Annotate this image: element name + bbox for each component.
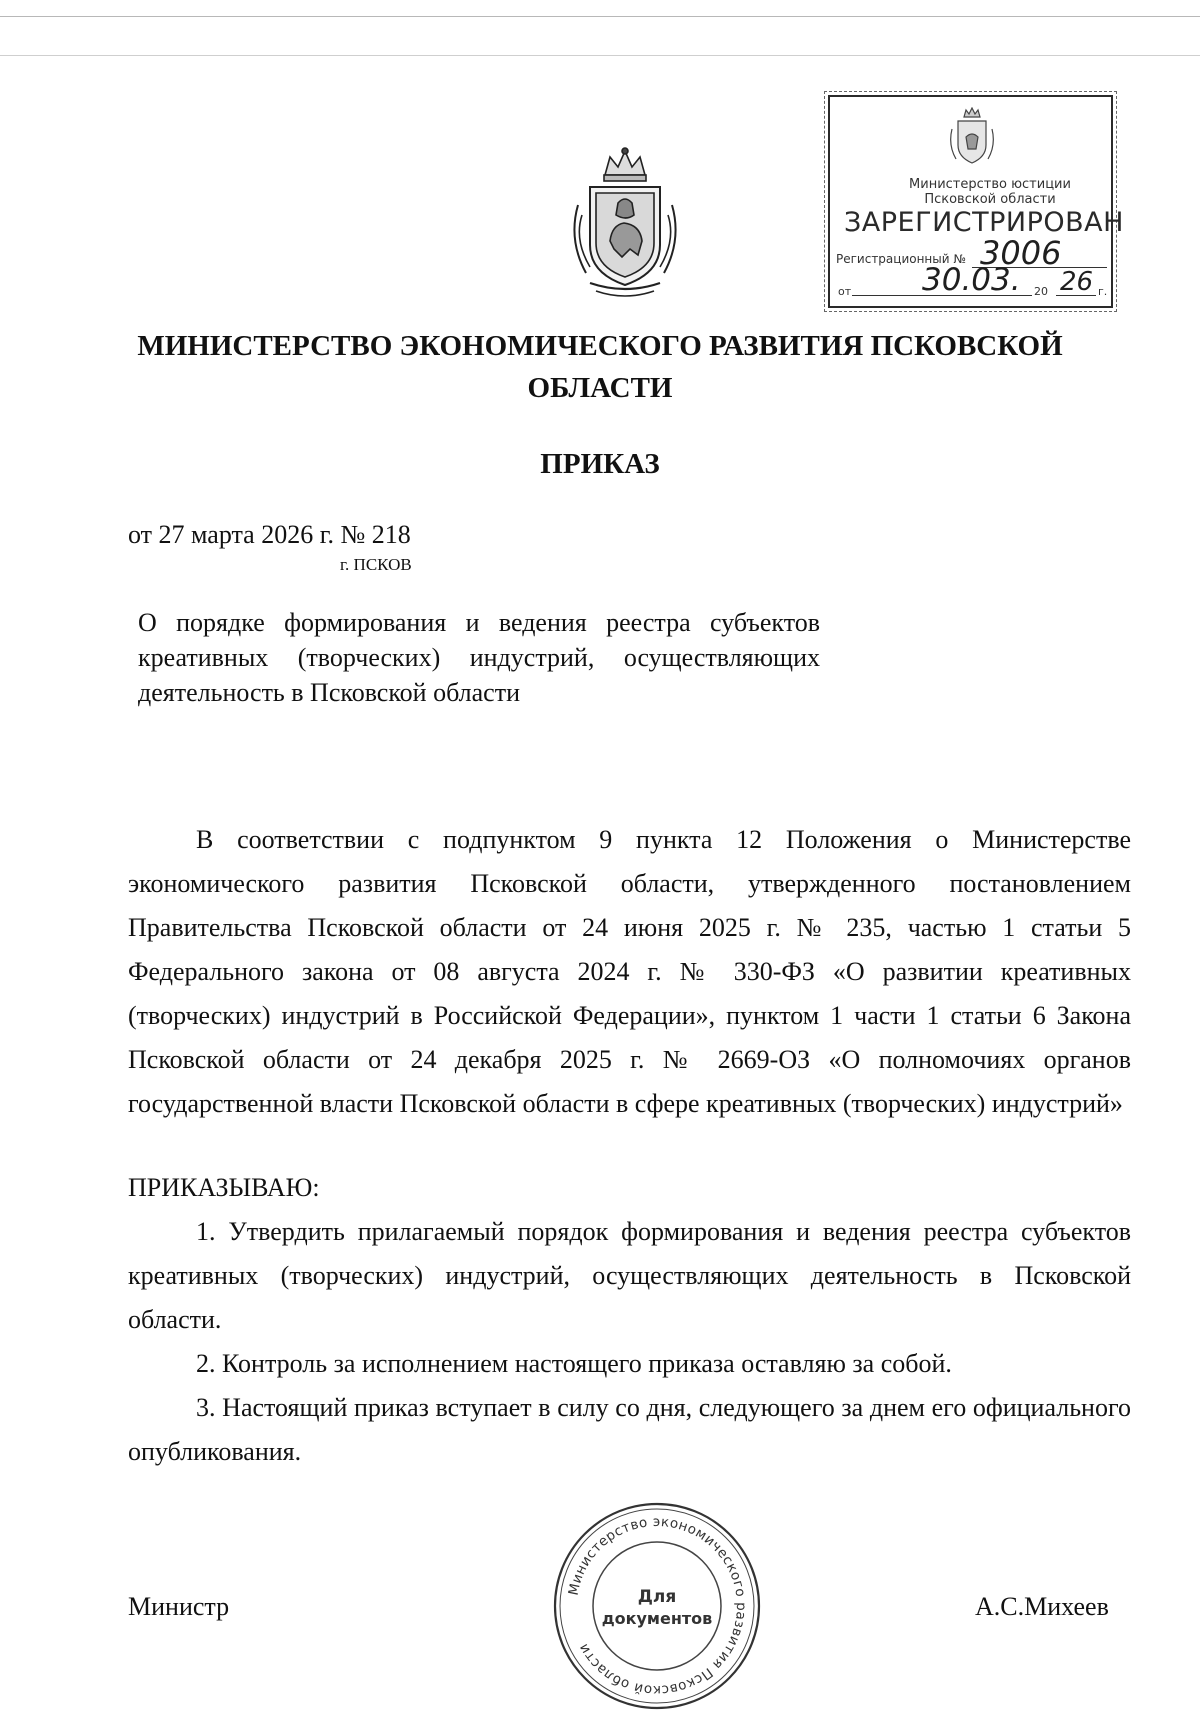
coat-of-arms-icon — [560, 145, 690, 300]
seal-center-line-1: Для — [637, 1587, 677, 1607]
signer-title: Министр — [128, 1592, 230, 1621]
stamp-date-prefix: от — [838, 285, 852, 298]
official-seal — [551, 1500, 763, 1712]
stamp-number-label: Регистрационный № — [836, 252, 966, 266]
order-date-number: от 27 марта 2026 г. № 218 — [128, 520, 411, 549]
stamp-year-suffix: г. — [1098, 285, 1108, 298]
order-item-3: 3. Настоящий приказ вступает в силу со дня, следующего за днем его официального опубликования. — [128, 1393, 1131, 1466]
stamp-ministry-name: Министерство юстиции Псковской области — [909, 177, 1071, 207]
order-city: г. ПСКОВ — [340, 555, 412, 574]
document-type-heading: ПРИКАЗ — [540, 448, 660, 480]
scan-edge-line — [0, 55, 1200, 56]
stamp-number-value: 3006 — [980, 234, 1062, 272]
ministry-title: МИНИСТЕРСТВО ЭКОНОМИЧЕСКОГО РАЗВИТИЯ ПСКОВСКОЙ ОБЛАСТИ — [137, 330, 1063, 404]
seal-ring-text: Министерство экономического развития Псковской области — [565, 1513, 750, 1699]
seal-center-line-2: документов — [601, 1609, 713, 1628]
stamp-date-value: 30.03. — [922, 262, 1021, 298]
stamp-year-prefix: 20 — [1034, 285, 1048, 298]
stamp-status: ЗАРЕГИСТРИРОВАН — [844, 207, 1124, 238]
order-item-2: 2. Контроль за исполнением настоящего приказа оставляю за собой. — [196, 1349, 952, 1378]
order-subject: О порядке формирования и ведения реестра субъектов креативных (творческих) индустрий, осуществляющих деятельность в Псковской области — [138, 608, 820, 707]
scan-edge-line — [0, 16, 1200, 17]
order-word: ПРИКАЗЫВАЮ: — [128, 1173, 320, 1202]
stamp-year-value: 26 — [1060, 267, 1094, 297]
stamp-emblem-icon — [948, 107, 996, 169]
registration-stamp — [828, 95, 1124, 308]
order-item-1: 1. Утвердить прилагаемый порядок формирования и ведения реестра субъектов креативных (творческих) индустрий, осуществляющих деятельность в Псковской области. — [128, 1217, 1131, 1334]
preamble-paragraph: В соответствии с подпунктом 9 пункта 12 Положения о Министерстве экономического развития Псковской области, утвержденного постановлением Правительства Псковской области от 24 июня 2025 г. № 235, частью 1 статьи 5 Федерального закона от 08 августа 2024 г. № 330-ФЗ «О развитии креативных (творческих) индустрий в Российской Федерации», пунктом 1 части 1 статьи 6 Закона Псковской области от 24 декабря 2025 г. № 2669-ОЗ «О полномочиях органов государственной власти Псковской области в сфере креативных (творческих) индустрий» — [128, 825, 1131, 1118]
signer-name: А.С.Михеев — [975, 1592, 1109, 1621]
